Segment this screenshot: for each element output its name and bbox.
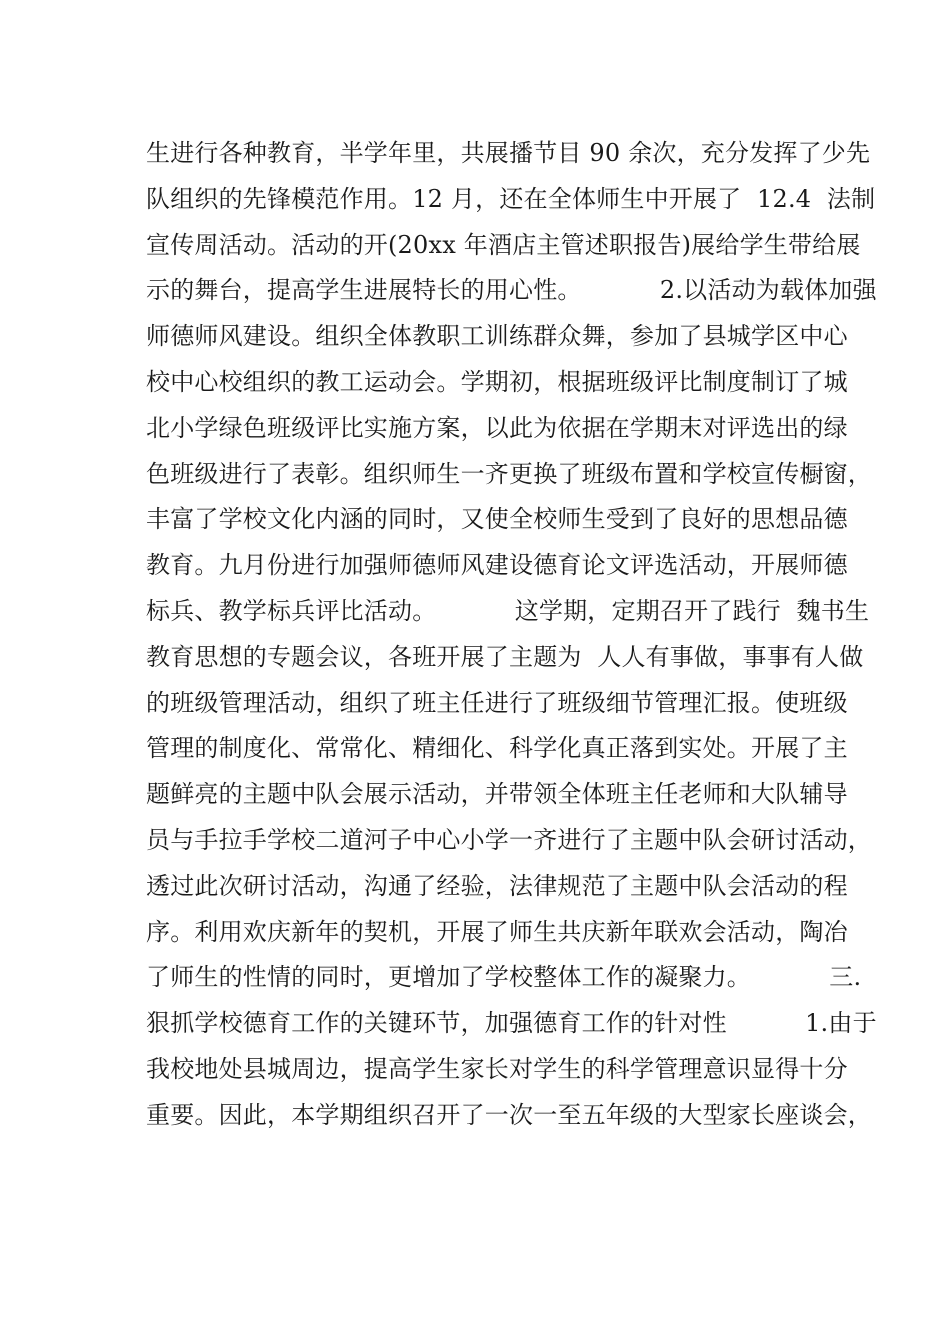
- text-line: 狠抓学校德育工作的关键环节，加强德育工作的针对性 1.由于: [146, 1009, 877, 1038]
- text-line: 生进行各种教育，半学年里，共展播节目 90 余次，充分发挥了少先: [146, 139, 871, 167]
- text-line: 北小学绿色班级评比实施方案，以此为依据在学期末对评选出的绿: [146, 413, 848, 442]
- text-line: 管理的制度化、常常化、精细化、科学化真正落到实处。开展了主: [146, 734, 848, 763]
- text-line: 的班级管理活动，组织了班主任进行了班级细节管理汇报。使班级: [146, 688, 848, 717]
- text-line: 教育。九月份进行加强师德师风建设德育论文评选活动，开展师德: [146, 551, 848, 580]
- text-line: 重要。因此，本学期组织召开了一次一至五年级的大型家长座谈会，: [146, 1100, 872, 1129]
- text-line: 色班级进行了表彰。组织师生一齐更换了班级布置和学校宣传橱窗，: [146, 459, 872, 488]
- text-line: 了师生的性情的同时，更增加了学校整体工作的凝聚力。 三.: [146, 963, 862, 992]
- text-line: 丰富了学校文化内涵的同时，又使全校师生受到了良好的思想品德: [146, 505, 848, 534]
- text-line: 题鲜亮的主题中队会展示活动，并带领全体班主任老师和大队辅导: [146, 780, 848, 809]
- text-line: 标兵、教学标兵评比活动。 这学期，定期召开了践行 魏书生: [146, 596, 870, 625]
- text-line: 透过此次研讨活动，沟通了经验，法律规范了主题中队会活动的程: [146, 871, 848, 900]
- text-line: 教育思想的专题会议，各班开展了主题为 人人有事做，事事有人做: [146, 642, 864, 671]
- text-line: 序。利用欢庆新年的契机，开展了师生共庆新年联欢会活动，陶冶: [146, 917, 848, 946]
- text-line: 示的舞台，提高学生进展特长的用心性。 2.以活动为载体加强: [146, 276, 877, 305]
- text-line: 员与手拉手学校二道河子中心小学一齐进行了主题中队会研讨活动，: [146, 825, 872, 854]
- text-line: 师德师风建设。组织全体教职工训练群众舞，参加了县城学区中心: [146, 322, 848, 351]
- text-line: 校中心校组织的教工运动会。学期初，根据班级评比制度制订了城: [146, 367, 848, 396]
- text-line: 我校地处县城周边，提高学生家长对学生的科学管理意识显得十分: [146, 1054, 848, 1083]
- text-line: 宣传周活动。活动的开(20xx 年酒店主管述职报告)展给学生带给展: [146, 230, 861, 259]
- text-line: 队组织的先锋模范作用。12 月，还在全体师生中开展了 12.4 法制: [146, 184, 876, 213]
- body-text: [146, 131, 877, 1139]
